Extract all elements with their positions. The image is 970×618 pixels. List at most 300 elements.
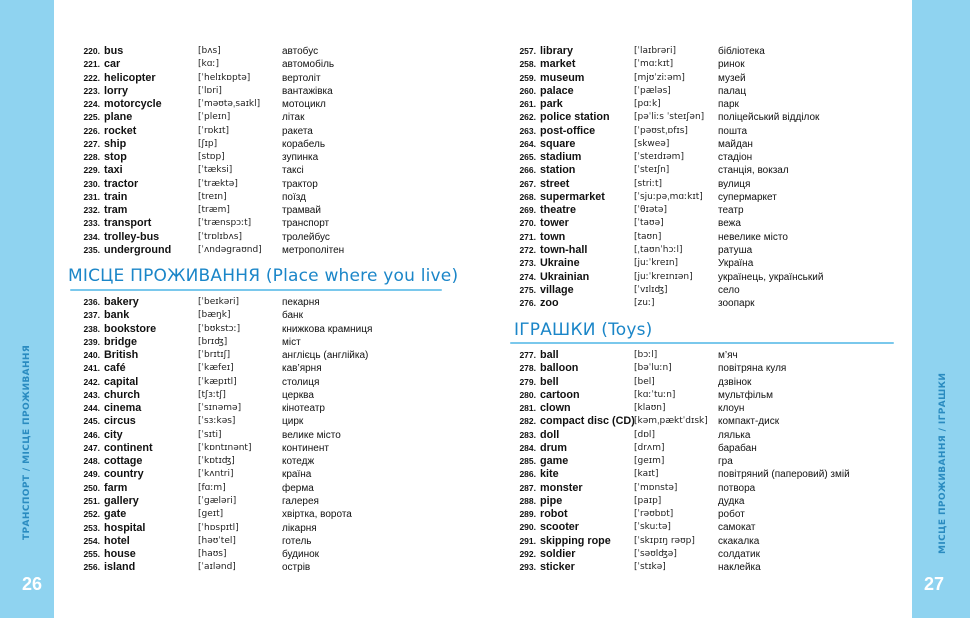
transport-list xyxy=(72,45,482,257)
entry-number: 281. xyxy=(519,403,536,414)
ukrainian-translation: супермаркет xyxy=(718,191,777,203)
entry-number: 292. xyxy=(519,548,536,559)
english-word: balloon xyxy=(540,362,579,375)
transcription: [ˈbʊkstɔː] xyxy=(198,323,241,334)
ukrainian-translation: гра xyxy=(718,456,733,468)
entry-number: 220. xyxy=(83,46,100,56)
transcription: [bɔːl] xyxy=(634,350,658,360)
transcription: [pɑːk] xyxy=(634,99,661,110)
vocab-row xyxy=(72,231,482,244)
vocab-row xyxy=(508,244,908,257)
english-word: continent xyxy=(104,441,153,454)
entry-number: 247. xyxy=(83,442,100,453)
english-word: ball xyxy=(540,349,559,361)
english-word: cottage xyxy=(104,455,143,468)
entry-number: 258. xyxy=(519,59,536,70)
english-word: town-hall xyxy=(540,243,588,256)
ukrainian-translation: континент xyxy=(282,442,329,454)
vocab-row xyxy=(72,402,482,415)
english-word: skipping rope xyxy=(540,534,611,547)
vocab-row xyxy=(508,442,908,455)
transcription: [ˈkɒntɪnənt] xyxy=(198,442,252,453)
transcription: [ˈsɪnəmə] xyxy=(198,403,242,414)
transcription: [træm] xyxy=(198,205,230,216)
transcription: [ˈgæləri] xyxy=(198,495,237,506)
transcription: [kɑː] xyxy=(198,59,219,70)
ukrainian-translation: автомобіль xyxy=(282,59,335,71)
ukrainian-translation: солдатик xyxy=(718,548,761,560)
vocab-row xyxy=(508,125,908,138)
transcription: [ˈθɪətə] xyxy=(634,205,667,216)
transcription: [ˈlɒri] xyxy=(198,85,222,96)
transcription: [ˌtaʊnˈhɔːl] xyxy=(634,244,683,255)
right-tab-label: МІСЦЕ ПРОЖИВАННЯ / ІГРАШКИ xyxy=(938,372,948,554)
english-word: café xyxy=(104,362,126,375)
english-word: soldier xyxy=(540,547,576,560)
english-word: trolley-bus xyxy=(104,230,160,243)
entry-number: 261. xyxy=(519,99,536,110)
english-word: clown xyxy=(540,402,571,415)
english-word: pipe xyxy=(540,494,563,507)
english-word: library xyxy=(540,45,574,57)
ukrainian-translation: наклейка xyxy=(718,562,761,574)
entry-number: 272. xyxy=(519,244,536,255)
entry-number: 274. xyxy=(519,271,536,282)
transcription: [paɪp] xyxy=(634,495,662,506)
english-word: Ukrainian xyxy=(540,270,590,283)
ukrainian-translation: мультфільм xyxy=(718,389,773,401)
place-list-right xyxy=(508,45,908,310)
entry-number: 222. xyxy=(83,72,100,83)
transcription: [kaɪt] xyxy=(634,469,659,480)
entry-number: 253. xyxy=(83,522,100,533)
ukrainian-translation: село xyxy=(718,284,740,296)
vocab-row xyxy=(72,125,482,138)
ukrainian-translation: котедж xyxy=(282,456,315,468)
english-word: cinema xyxy=(104,402,142,415)
transcription: [dɒl] xyxy=(634,429,655,440)
ukrainian-translation: метрополітен xyxy=(282,244,345,256)
english-word: museum xyxy=(540,71,585,84)
transcription: [ˈməʊtəˌsaɪkl] xyxy=(198,99,261,110)
entry-number: 254. xyxy=(83,535,100,546)
transcription: [bəˈluːn] xyxy=(634,363,672,374)
english-word: farm xyxy=(104,481,128,494)
page-number-left: 26 xyxy=(21,573,43,594)
vocab-row xyxy=(72,349,482,362)
entry-number: 239. xyxy=(83,336,100,347)
entry-number: 255. xyxy=(83,549,100,560)
vocab-row xyxy=(508,178,908,191)
ukrainian-translation: невелике місто xyxy=(718,231,788,243)
english-word: transport xyxy=(104,217,152,230)
english-word: house xyxy=(104,548,136,561)
english-word: street xyxy=(540,177,570,190)
vocab-row xyxy=(508,389,908,402)
ukrainian-translation: самокат xyxy=(718,522,756,534)
transcription: [ˈsteɪdɪəm] xyxy=(634,152,684,163)
english-word: gate xyxy=(104,508,127,521)
english-word: bank xyxy=(104,309,130,322)
ukrainian-translation: англієць (англійка) xyxy=(282,350,369,362)
ukrainian-translation: пошта xyxy=(718,125,748,137)
transcription: [ˈaɪlənd] xyxy=(198,562,236,573)
entry-number: 286. xyxy=(519,469,536,480)
entry-number: 226. xyxy=(83,125,100,136)
english-word: gallery xyxy=(104,494,139,507)
vocab-row xyxy=(508,508,908,521)
english-word: stop xyxy=(104,151,127,164)
vocab-row xyxy=(72,442,482,455)
transcription: [ˈtrɒlɪbʌs] xyxy=(198,231,243,242)
entry-number: 273. xyxy=(519,258,536,269)
section-underline xyxy=(510,342,894,344)
ukrainian-translation: ринок xyxy=(718,59,745,71)
ukrainian-translation: компакт-диск xyxy=(718,416,780,428)
english-word: doll xyxy=(540,428,560,441)
ukrainian-translation: дзвінок xyxy=(718,376,752,388)
entry-number: 271. xyxy=(519,231,536,242)
ukrainian-translation: кінотеатр xyxy=(282,403,325,415)
entry-number: 282. xyxy=(519,416,536,427)
vocab-row xyxy=(72,111,482,124)
vocab-row xyxy=(72,151,482,164)
vocab-row xyxy=(72,178,482,191)
entry-number: 256. xyxy=(83,562,100,573)
entry-number: 264. xyxy=(519,138,536,149)
english-word: church xyxy=(104,388,140,401)
vocab-row xyxy=(508,455,908,468)
transcription: [pəˈliːs ˈsteɪʃən] xyxy=(634,112,705,123)
entry-number: 231. xyxy=(83,191,100,202)
ukrainian-translation: повітряна куля xyxy=(718,363,787,375)
entry-number: 223. xyxy=(83,85,100,96)
entry-number: 251. xyxy=(83,495,100,506)
ukrainian-translation: велике місто xyxy=(282,429,341,441)
entry-number: 248. xyxy=(83,456,100,467)
vocab-row xyxy=(508,482,908,495)
transcription: [ˈbeɪkəri] xyxy=(198,297,240,307)
ukrainian-translation: вежа xyxy=(718,218,741,230)
vocab-row xyxy=(508,271,908,284)
ukrainian-translation: потвора xyxy=(718,482,756,494)
vocab-row xyxy=(508,204,908,217)
ukrainian-translation: банк xyxy=(282,310,303,322)
transcription: [ˈpæləs] xyxy=(634,85,671,96)
transcription: [ˈhelɪkɒptə] xyxy=(198,72,251,83)
entry-number: 228. xyxy=(83,152,100,163)
transcription: [ˈpəʊstˌɒfɪs] xyxy=(634,125,688,136)
english-word: hotel xyxy=(104,534,130,547)
vocab-row xyxy=(508,45,908,58)
entry-number: 275. xyxy=(519,284,536,295)
vocab-row xyxy=(508,164,908,177)
ukrainian-translation: готель xyxy=(282,535,312,547)
transcription: [fɑːm] xyxy=(198,482,226,493)
english-word: island xyxy=(104,561,136,574)
entry-number: 244. xyxy=(83,403,100,414)
ukrainian-translation: поліцейський відділок xyxy=(718,112,820,124)
entry-number: 277. xyxy=(519,350,536,360)
transcription: [haʊs] xyxy=(198,549,227,560)
entry-number: 246. xyxy=(83,429,100,440)
entry-number: 225. xyxy=(83,112,100,123)
vocab-row xyxy=(508,376,908,389)
vocab-row xyxy=(508,402,908,415)
vocab-row xyxy=(508,257,908,270)
vocab-row xyxy=(508,85,908,98)
english-word: helicopter xyxy=(104,71,156,84)
ukrainian-translation: дудка xyxy=(718,495,745,507)
english-word: supermarket xyxy=(540,190,605,203)
transcription: [ˈhɒspɪtl] xyxy=(198,522,239,533)
english-word: zoo xyxy=(540,297,559,310)
vocab-row xyxy=(508,191,908,204)
ukrainian-translation: станція, вокзал xyxy=(718,165,789,177)
ukrainian-translation: будинок xyxy=(282,549,320,561)
transcription: [ˈlaɪbrəri] xyxy=(634,46,677,56)
english-word: hospital xyxy=(104,521,146,534)
english-word: scooter xyxy=(540,521,580,534)
vocab-row xyxy=(72,455,482,468)
entry-number: 257. xyxy=(519,46,536,56)
entry-number: 234. xyxy=(83,231,100,242)
english-word: tractor xyxy=(104,177,139,190)
english-word: kite xyxy=(540,468,559,481)
entry-number: 262. xyxy=(519,112,536,123)
vocab-row xyxy=(508,284,908,297)
english-word: plane xyxy=(104,111,133,124)
transcription: [ˈskɪpɪŋ rəʊp] xyxy=(634,535,695,546)
english-word: Ukraine xyxy=(540,257,580,270)
ukrainian-translation: книжкова крамниця xyxy=(282,323,373,335)
transcription: [ˈbrɪtɪʃ] xyxy=(198,350,231,361)
vocab-row xyxy=(508,111,908,124)
ukrainian-translation: лікарня xyxy=(282,522,317,534)
entry-number: 289. xyxy=(519,509,536,520)
ukrainian-translation: тролейбус xyxy=(282,231,330,243)
transcription: [bʌs] xyxy=(198,46,221,56)
english-word: underground xyxy=(104,243,172,256)
entry-number: 233. xyxy=(83,218,100,229)
transcription: [drʌm] xyxy=(634,442,665,453)
vocab-row xyxy=(72,535,482,548)
vocab-row xyxy=(72,98,482,111)
transcription: [geɪm] xyxy=(634,456,665,467)
english-word: bookstore xyxy=(104,322,157,335)
ukrainian-translation: барабан xyxy=(718,442,757,454)
entry-number: 259. xyxy=(519,72,536,83)
english-word: sticker xyxy=(540,561,575,574)
ukrainian-translation: цирк xyxy=(282,416,304,428)
entry-number: 236. xyxy=(83,297,100,307)
entry-number: 268. xyxy=(519,191,536,202)
entry-number: 224. xyxy=(83,99,100,110)
english-word: bakery xyxy=(104,296,139,308)
transcription: [ˈsteɪʃn] xyxy=(634,165,670,176)
transcription: [juːˈkreɪn] xyxy=(634,258,679,269)
vocab-row xyxy=(72,362,482,375)
vocab-row xyxy=(72,561,482,574)
ukrainian-translation: ферма xyxy=(282,482,314,494)
transcription: [ˈtrænspɔːt] xyxy=(198,218,252,229)
vocab-row xyxy=(72,58,482,71)
english-word: monster xyxy=(540,481,583,494)
section-underline xyxy=(70,289,442,291)
ukrainian-translation: зоопарк xyxy=(718,298,755,310)
ukrainian-translation: театр xyxy=(718,205,744,217)
english-word: taxi xyxy=(104,164,123,177)
ukrainian-translation: бібліотека xyxy=(718,46,765,57)
english-word: cartoon xyxy=(540,388,580,401)
entry-number: 241. xyxy=(83,363,100,374)
entry-number: 269. xyxy=(519,205,536,216)
entry-number: 242. xyxy=(83,376,100,387)
ukrainian-translation: корабель xyxy=(282,138,326,150)
vocab-row xyxy=(508,561,908,574)
vocab-row xyxy=(72,376,482,389)
english-word: post-office xyxy=(540,124,596,137)
english-word: park xyxy=(540,98,563,111)
transcription: [ˈstɪkə] xyxy=(634,562,666,573)
english-word: drum xyxy=(540,441,567,454)
ukrainian-translation: стадіон xyxy=(718,152,753,164)
english-word: bell xyxy=(540,375,559,388)
transcription: [kəmˌpæktˈdɪsk] xyxy=(634,416,708,427)
english-word: city xyxy=(104,428,123,441)
english-word: tram xyxy=(104,204,128,217)
transcription: [ˈkɒtɪʤ] xyxy=(198,456,235,467)
entry-number: 280. xyxy=(519,389,536,400)
vocab-row xyxy=(508,521,908,534)
vocab-row xyxy=(508,231,908,244)
vocab-row xyxy=(72,204,482,217)
ukrainian-translation: ракета xyxy=(282,125,313,137)
english-word: stadium xyxy=(540,151,582,164)
ukrainian-translation: скакалка xyxy=(718,535,760,547)
vocab-row xyxy=(72,244,482,257)
ukrainian-translation: вертоліт xyxy=(282,72,321,84)
entry-number: 293. xyxy=(519,562,536,573)
transcription: [həʊˈtel] xyxy=(198,535,236,546)
entry-number: 230. xyxy=(83,178,100,189)
transcription: [mjʊˈziːəm] xyxy=(634,72,685,83)
vocab-row xyxy=(72,323,482,336)
vocab-row xyxy=(72,415,482,428)
vocab-row xyxy=(72,495,482,508)
entry-number: 287. xyxy=(519,482,536,493)
transcription: [ˈrɒkɪt] xyxy=(198,125,229,136)
ukrainian-translation: таксі xyxy=(282,165,304,177)
ukrainian-translation: лялька xyxy=(718,429,751,441)
ukrainian-translation: парк xyxy=(718,99,739,111)
vocab-row xyxy=(72,45,482,58)
ukrainian-translation: галерея xyxy=(282,495,319,507)
vocab-row xyxy=(508,217,908,230)
entry-number: 243. xyxy=(83,389,100,400)
ukrainian-translation: літак xyxy=(282,112,305,124)
ukrainian-translation: музей xyxy=(718,72,746,84)
english-word: robot xyxy=(540,508,568,521)
english-word: rocket xyxy=(104,124,137,137)
english-word: palace xyxy=(540,84,574,97)
entry-number: 266. xyxy=(519,165,536,176)
vocab-row xyxy=(72,296,482,309)
ukrainian-translation: автобус xyxy=(282,46,319,57)
transcription: [bel] xyxy=(634,376,655,387)
transcription: [stɒp] xyxy=(198,152,225,163)
english-word: market xyxy=(540,58,576,71)
transcription: [klaʊn] xyxy=(634,403,666,414)
vocab-row xyxy=(508,98,908,111)
transcription: [ˈsɪti] xyxy=(198,429,222,440)
transcription: [juːˈkreɪnɪən] xyxy=(634,271,693,282)
english-word: compact disc (CD) xyxy=(540,415,635,428)
english-word: British xyxy=(104,349,139,362)
vocab-row xyxy=(508,349,908,362)
page-number-right: 27 xyxy=(923,573,945,594)
transcription: [ˈtræktə] xyxy=(198,178,238,189)
transcription: [bæŋk] xyxy=(198,310,231,321)
ukrainian-translation: робот xyxy=(718,509,745,521)
vocab-row xyxy=(508,468,908,481)
ukrainian-translation: мотоцикл xyxy=(282,99,326,111)
english-word: bridge xyxy=(104,335,137,348)
entry-number: 229. xyxy=(83,165,100,176)
entry-number: 235. xyxy=(83,244,100,255)
transcription: [ˈsəʊlʤə] xyxy=(634,548,677,559)
vocab-row xyxy=(508,58,908,71)
english-word: circus xyxy=(104,415,136,428)
vocab-row xyxy=(72,85,482,98)
entry-number: 270. xyxy=(519,218,536,229)
ukrainian-translation: вантажівка xyxy=(282,85,333,97)
vocab-row xyxy=(72,309,482,322)
transcription: [ˈsɜːkəs] xyxy=(198,416,236,427)
vocab-row xyxy=(72,482,482,495)
vocab-row xyxy=(508,362,908,375)
transcription: [ˈpleɪn] xyxy=(198,112,231,123)
ukrainian-translation: трактор xyxy=(282,178,318,190)
section-heading-toys: ІГРАШКИ (Toys) xyxy=(514,320,653,340)
ukrainian-translation: кав’ярня xyxy=(282,363,322,375)
english-word: motorcycle xyxy=(104,98,162,111)
entry-number: 245. xyxy=(83,416,100,427)
transcription: [geɪt] xyxy=(198,509,224,520)
vocab-row xyxy=(508,548,908,561)
transcription: [skweə] xyxy=(634,138,670,149)
transcription: [taʊn] xyxy=(634,231,662,242)
vocab-row xyxy=(508,138,908,151)
entry-number: 221. xyxy=(83,59,100,70)
transcription: [ˈmɑːkɪt] xyxy=(634,59,674,70)
transcription: [zuː] xyxy=(634,298,655,309)
toys-list xyxy=(508,349,908,575)
transcription: [tʃɜːtʃ] xyxy=(198,389,226,400)
entry-number: 249. xyxy=(83,469,100,480)
english-word: theatre xyxy=(540,204,577,217)
transcription: [treɪn] xyxy=(198,191,227,202)
ukrainian-translation: м’яч xyxy=(718,350,738,361)
vocab-row xyxy=(508,429,908,442)
transcription: [ˈskuːtə] xyxy=(634,522,671,533)
english-word: country xyxy=(104,468,144,481)
transcription: [ʃɪp] xyxy=(198,138,218,149)
transcription: [ˈsjuːpəˌmɑːkɪt] xyxy=(634,191,703,202)
english-word: game xyxy=(540,455,569,468)
english-word: bus xyxy=(104,45,124,57)
entry-number: 265. xyxy=(519,152,536,163)
